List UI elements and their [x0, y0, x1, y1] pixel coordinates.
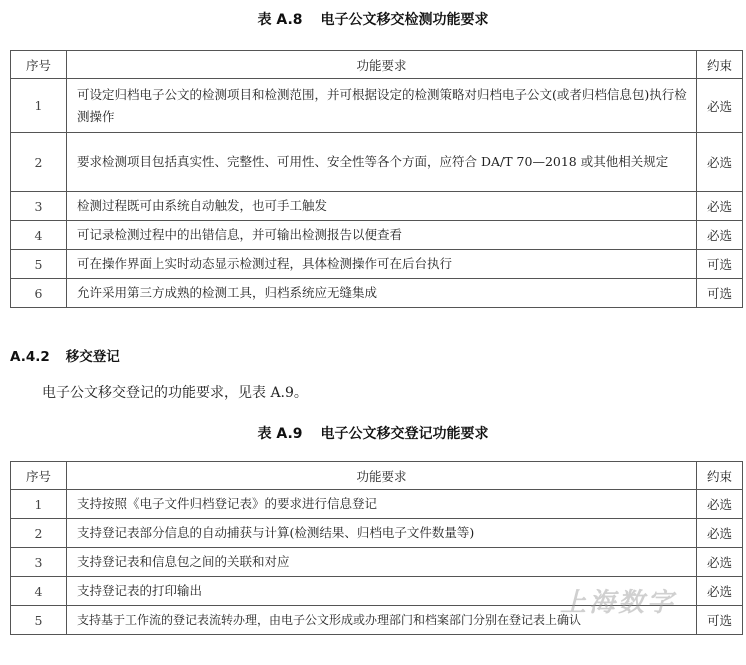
section-heading — [10, 345, 120, 365]
row-req: 支持基于工作流的登记表流转办理，由电子公文形成或办理部门和档案部门分别在登记表上确认 — [67, 606, 697, 635]
row-req: 可在操作界面上实时动态显示检测过程，具体检测操作可在后台执行 — [67, 250, 697, 279]
table-header-row — [11, 462, 743, 490]
header-req: 功能要求 — [67, 462, 697, 490]
row-num: 2 — [11, 133, 67, 192]
row-req: 支持登记表和信息包之间的关联和对应 — [67, 548, 697, 577]
row-con: 可选 — [697, 279, 743, 308]
table-a8-title: 电子公文移交检测功能要求 — [320, 12, 489, 28]
table-row — [11, 221, 743, 250]
row-num: 3 — [11, 548, 67, 577]
watermark: 上海数字 — [560, 588, 677, 618]
row-req: 要求检测项目包括真实性、完整性、可用性、安全性等各个方面，应符合 DA/T 70—2018 或其他相关规定 — [67, 133, 697, 192]
table-row — [11, 79, 743, 133]
table-row — [11, 279, 743, 308]
row-num: 1 — [11, 79, 67, 133]
row-num: 2 — [11, 519, 67, 548]
section-title: 移交登记 — [65, 349, 120, 365]
row-num: 1 — [11, 490, 67, 519]
table-a8-caption — [0, 9, 746, 29]
row-num: 6 — [11, 279, 67, 308]
row-con: 可选 — [697, 250, 743, 279]
row-con: 可选 — [697, 606, 743, 635]
row-num: 4 — [11, 221, 67, 250]
row-con: 必选 — [697, 221, 743, 250]
row-con: 必选 — [697, 133, 743, 192]
table-row — [11, 192, 743, 221]
table-a9-title: 电子公文移交登记功能要求 — [320, 426, 489, 442]
row-req: 支持登记表部分信息的自动捕获与计算(检测结果、归档电子文件数量等) — [67, 519, 697, 548]
table-a8-number: 表 A.8 — [257, 12, 303, 28]
row-num: 4 — [11, 577, 67, 606]
row-req: 可设定归档电子公文的检测项目和检测范围，并可根据设定的检测策略对归档电子公文(或者归档信息包)执行检测操作 — [67, 79, 697, 133]
table-row — [11, 490, 743, 519]
row-con: 必选 — [697, 519, 743, 548]
row-con: 必选 — [697, 79, 743, 133]
row-req: 支持按照《电子文件归档登记表》的要求进行信息登记 — [67, 490, 697, 519]
table-a9-caption — [0, 423, 746, 443]
row-con: 必选 — [697, 490, 743, 519]
table-row — [11, 133, 743, 192]
table-header-row — [11, 51, 743, 79]
row-req: 支持登记表的打印输出 — [67, 577, 697, 606]
row-req: 可记录检测过程中的出错信息，并可输出检测报告以便查看 — [67, 221, 697, 250]
table-row — [11, 519, 743, 548]
section-number: A.4.2 — [10, 349, 50, 365]
header-num: 序号 — [11, 51, 67, 79]
row-req: 检测过程既可由系统自动触发，也可手工触发 — [67, 192, 697, 221]
row-num: 5 — [11, 606, 67, 635]
table-row — [11, 250, 743, 279]
header-con: 约束 — [697, 462, 743, 490]
table-a8 — [10, 50, 743, 308]
row-num: 5 — [11, 250, 67, 279]
row-con: 必选 — [697, 192, 743, 221]
row-num: 3 — [11, 192, 67, 221]
table-a9-number: 表 A.9 — [257, 426, 303, 442]
header-num: 序号 — [11, 462, 67, 490]
table-row — [11, 548, 743, 577]
row-req: 允许采用第三方成熟的检测工具，归档系统应无缝集成 — [67, 279, 697, 308]
row-con: 必选 — [697, 548, 743, 577]
body-paragraph: 电子公文移交登记的功能要求，见表 A.9。 — [42, 385, 308, 401]
header-req: 功能要求 — [67, 51, 697, 79]
header-con: 约束 — [697, 51, 743, 79]
row-con: 必选 — [697, 577, 743, 606]
